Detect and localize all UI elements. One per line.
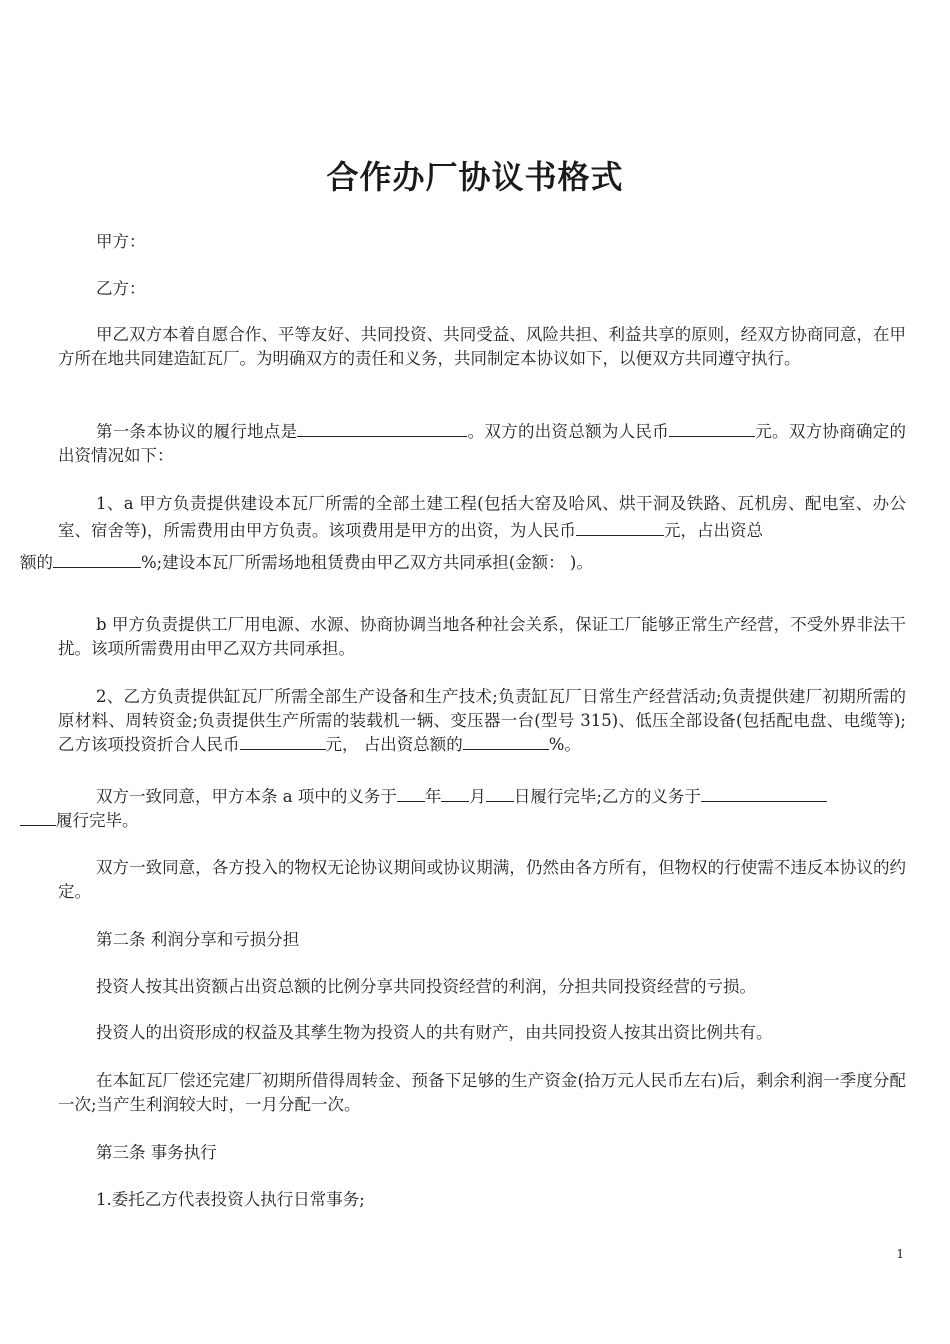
article-1-text: 。双方的出资总额为人民币 xyxy=(467,422,669,441)
item-2-text: 元， 占出资总额的 xyxy=(325,735,463,754)
item-1a-text: 额的 xyxy=(20,553,53,572)
party-b-deadline-blank-cont xyxy=(20,811,56,826)
item-2-text: 2、乙方负责提供缸瓦厂所需全部生产设备和生产技术;负责缸瓦厂日常生产经营活动;负责提供建厂初期所需的原材料、周转资金;负责提供生产所需的装载机一辆、变压器一台(型号 315)、低压全部设备(包括配电盘、电缆等);乙方该项投资折合人民币 xyxy=(58,687,906,754)
article-3-heading: 第三条 事务执行 xyxy=(96,1143,217,1162)
preamble-paragraph: 甲乙双方本着自愿合作、平等友好、共同投资、共同受益、风险共担、利益共享的原则，经双方协商同意，在甲方所在地共同建造缸瓦厂。为明确双方的责任和义务，共同制定本协议如下，以便双方共同遵守执行。 xyxy=(58,325,906,368)
profit-sharing-paragraph: 投资人按其出资额占出资总额的比例分享共同投资经营的利润，分担共同投资经营的亏损。 xyxy=(96,977,756,996)
page-number: 1 xyxy=(896,1247,904,1261)
joint-property-paragraph: 投资人的出资形成的权益及其孳生物为投资人的共有财产，由共同投资人按其出资比例共有。 xyxy=(96,1023,773,1042)
completion-year-label: 年 xyxy=(424,787,442,806)
location-blank xyxy=(297,422,467,437)
article-1-text: 第一条本协议的履行地点是 xyxy=(96,422,298,441)
item-1a-text: 1、a 甲方负责提供建设本瓦厂所需的全部土建工程(包括大窑及哈风、烘干洞及铁路、瓦机房、配电室、办公室、宿舍等)，所需费用由甲方负责。该项费用是甲方的出资，为人民币 xyxy=(58,494,906,540)
party-b-line: 乙方： xyxy=(96,279,146,298)
item-2-text: %。 xyxy=(548,735,581,754)
item-1a-text: %;建设本瓦厂所需场地租赁费由甲乙双方共同承担(金额： )。 xyxy=(141,553,593,572)
completion-paragraph xyxy=(58,785,906,833)
completion-text: 履行完毕。 xyxy=(56,811,139,830)
party-b-deadline-blank xyxy=(701,787,827,802)
item-2-paragraph xyxy=(58,685,906,757)
completion-month-label: 月 xyxy=(469,787,486,806)
completion-text: 双方一致同意，甲方本条 a 项中的义务于 xyxy=(96,787,397,806)
month-blank xyxy=(441,787,469,802)
article-1-paragraph xyxy=(58,420,906,468)
day-blank xyxy=(486,787,514,802)
year-blank xyxy=(397,787,425,802)
item-3-1-paragraph: 1.委托乙方代表投资人执行日常事务; xyxy=(96,1190,365,1209)
property-paragraph: 双方一致同意，各方投入的物权无论协议期间或协议期满，仍然由各方所有，但物权的行使需不违反本协议的约定。 xyxy=(58,858,906,901)
item-1a-paragraph xyxy=(20,490,906,576)
party-a-line: 甲方： xyxy=(96,232,146,251)
completion-text: 日履行完毕;乙方的义务于 xyxy=(513,787,701,806)
profit-distribution-paragraph: 在本缸瓦厂偿还完建厂初期所借得周转金、预备下足够的生产资金(拾万元人民币左右)后，剩余利润一季度分配一次;当产生利润较大时，一月分配一次。 xyxy=(58,1071,906,1114)
article-1-text: 元。双方协商确定的出资情况如下： xyxy=(58,422,907,465)
item-1b-paragraph: b 甲方负责提供工厂用电源、水源、协商协调当地各种社会关系，保证工厂能够正常生产经营，不受外界非法干扰。该项所需费用由甲乙双方共同承担。 xyxy=(58,615,906,658)
article-2-heading: 第二条 利润分享和亏损分担 xyxy=(96,930,300,949)
item-1a-text: 元，占出资总 xyxy=(663,521,763,540)
total-amount-blank xyxy=(669,422,755,437)
party-a-amount-blank xyxy=(576,521,664,536)
party-a-percent-blank xyxy=(53,553,141,568)
party-b-percent-blank xyxy=(463,735,549,750)
document-title: 合作办厂协议书格式 xyxy=(326,158,624,196)
party-b-amount-blank xyxy=(240,735,326,750)
